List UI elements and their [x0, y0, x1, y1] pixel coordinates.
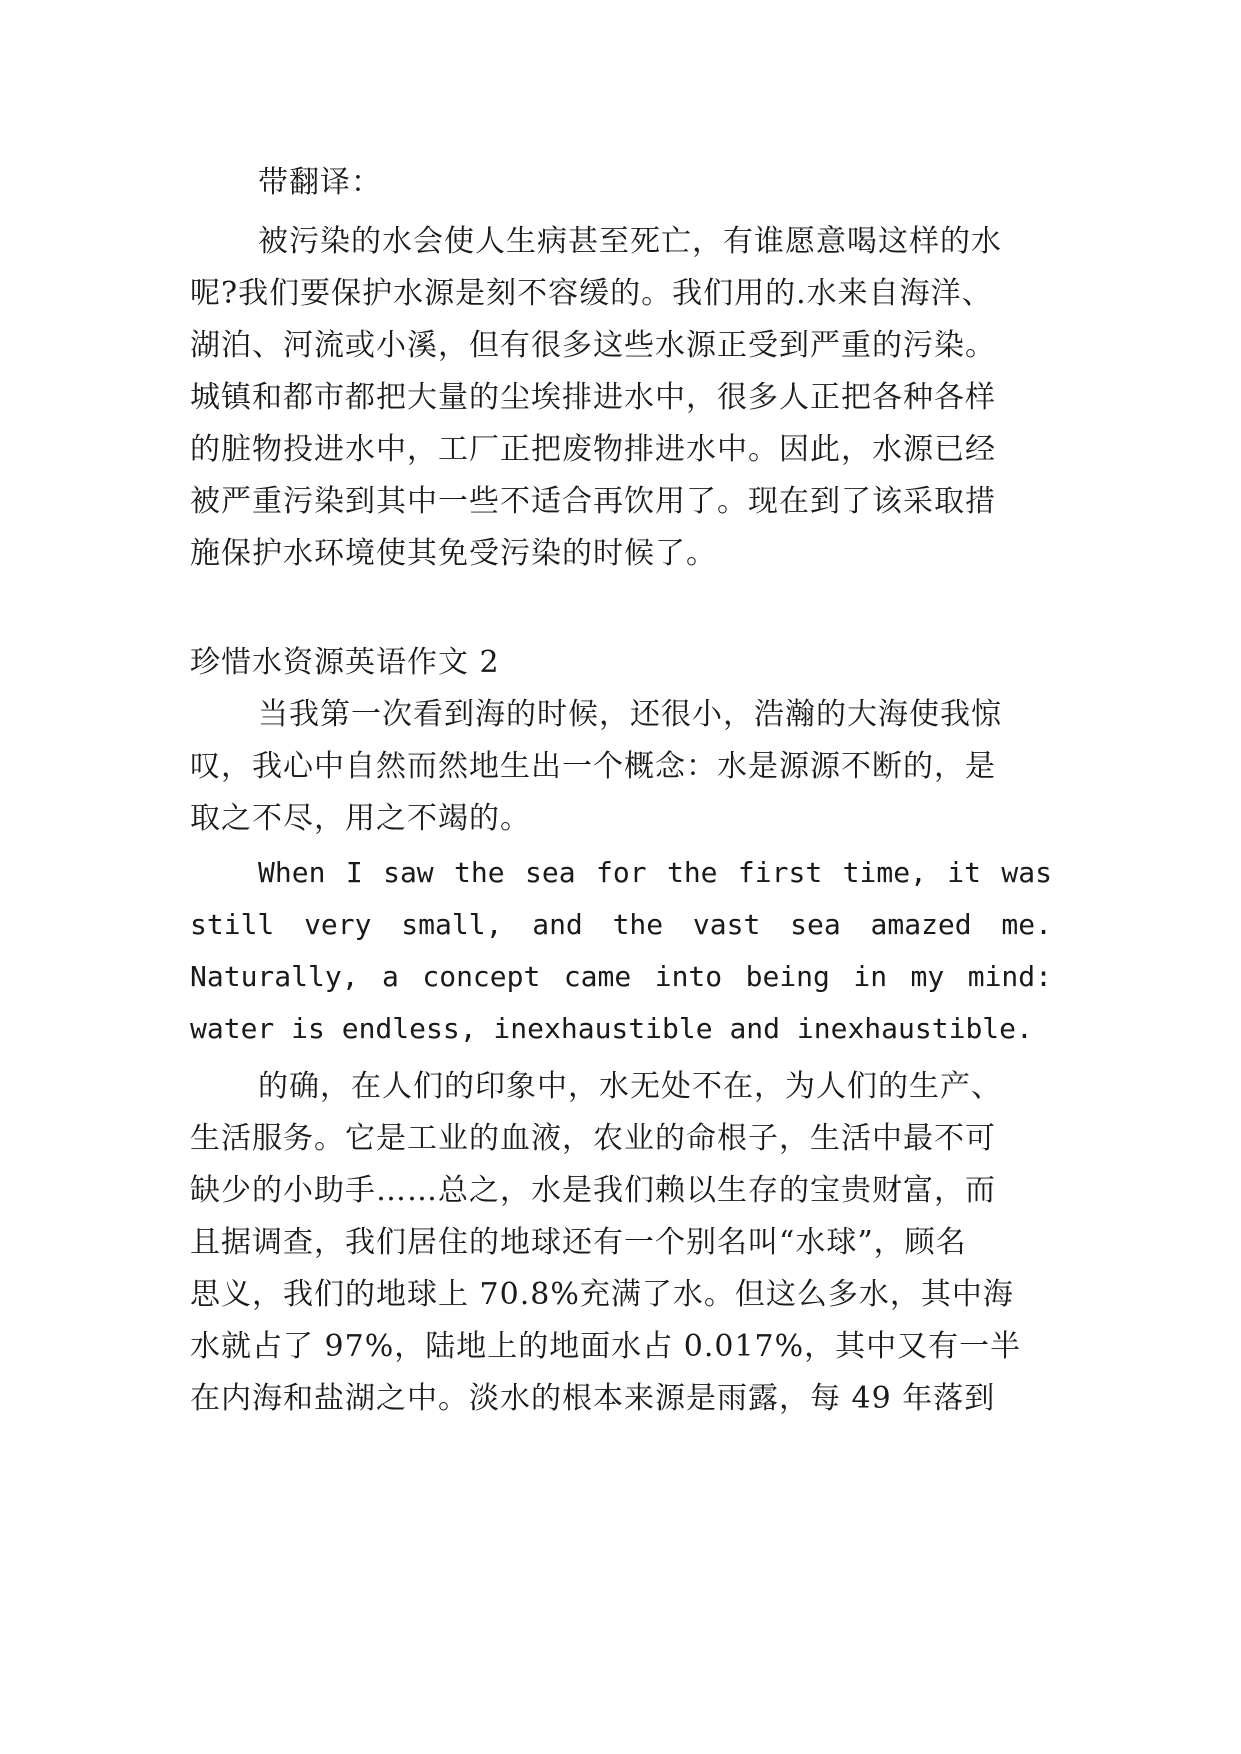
english-line-3: Naturally, a concept came into being in my mind: [190, 960, 1052, 993]
english-line-4: water is endless, inexhaustible and inexhaustible. [190, 1012, 1033, 1045]
para2-line-1: 当我第一次看到海的时候，还很小，浩瀚的大海使我惊 [258, 697, 1002, 732]
para3-line-7: 在内海和盐湖之中。淡水的根本来源是雨露，每 49 年落到 [190, 1381, 996, 1416]
english-line-1: When I saw the sea for the first time, it was [258, 856, 1052, 889]
para1-line-2: 呢?我们要保护水源是刻不容缓的。我们用的.水来自海洋、 [190, 276, 993, 311]
para1-line-7: 施保护水环境使其免受污染的时候了。 [190, 536, 717, 571]
para2-line-2: 叹，我心中自然而然地生出一个概念：水是源源不断的，是 [190, 749, 996, 784]
para1-line-4: 城镇和都市都把大量的尘埃排进水中，很多人正把各种各样 [190, 380, 996, 415]
para3-line-1: 的确，在人们的印象中，水无处不在，为人们的生产、 [258, 1069, 1002, 1104]
para3-line-4: 且据调查，我们居住的地球还有一个别名叫“水球”，顾名 [190, 1225, 967, 1260]
english-line-2: still very small, and the vast sea amazed me. [190, 908, 1052, 941]
para1-line-6: 被严重污染到其中一些不适合再饮用了。现在到了该采取措 [190, 484, 996, 519]
para1-line-5: 的脏物投进水中，工厂正把废物排进水中。因此，水源已经 [190, 432, 996, 467]
para3-line-2: 生活服务。它是工业的血液，农业的命根子，生活中最不可 [190, 1121, 996, 1156]
para3-line-5: 思义，我们的地球上 70.8%充满了水。但这么多水，其中海 [190, 1277, 1014, 1312]
translation-label: 带翻译： [258, 165, 382, 200]
para3-line-3: 缺少的小助手……总之，水是我们赖以生存的宝贵财富，而 [190, 1173, 996, 1208]
para2-line-3: 取之不尽，用之不竭的。 [190, 801, 531, 836]
para3-line-6: 水就占了 97%，陆地上的地面水占 0.017%，其中又有一半 [190, 1329, 1022, 1364]
section-title: 珍惜水资源英语作文 2 [190, 645, 500, 680]
para1-line-1: 被污染的水会使人生病甚至死亡，有谁愿意喝这样的水 [258, 224, 1002, 259]
para1-line-3: 湖泊、河流或小溪，但有很多这些水源正受到严重的污染。 [190, 328, 996, 363]
